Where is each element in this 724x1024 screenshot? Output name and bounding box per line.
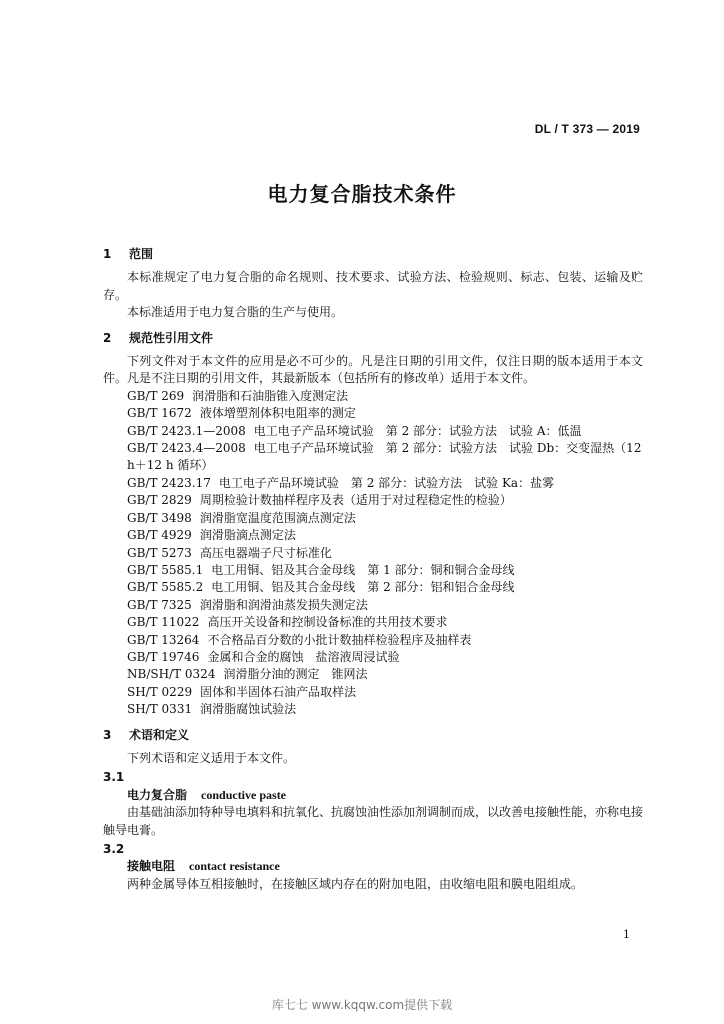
term-name-en: conductive paste: [201, 787, 287, 802]
section-number: 3: [103, 727, 112, 742]
term-number: 3.1: [103, 770, 125, 785]
reference-title: 润滑脂和石油脂锥入度测定法: [192, 388, 349, 403]
reference-title: 电工电子产品环境试验 第 2 部分：试验方法 试验 Db：交变湿热（12 h＋12 h 循环）: [127, 441, 642, 473]
reference-item: [103, 597, 643, 614]
reference-code: GB/T 5585.2: [127, 580, 204, 595]
reference-item: [103, 684, 643, 701]
reference-title: 液体增塑剂体积电阻率的测定: [199, 406, 356, 421]
term-name-en: contact resistance: [189, 859, 280, 874]
term-definition: 两种金属导体互相接触时，在接触区域内存在的附加电阻，由收缩电阻和膜电阻组成。: [127, 876, 584, 891]
reference-code: SH/T 0229: [127, 684, 193, 699]
section-title: 范围: [129, 247, 154, 261]
document-title: 电力复合脂技术条件: [267, 182, 457, 206]
section-heading-refs: [103, 330, 643, 347]
reference-item: [103, 527, 643, 544]
reference-item: [103, 388, 643, 405]
download-watermark: 库七七 www.kqqw.com提供下载: [271, 998, 453, 1012]
reference-code: GB/T 3498: [127, 510, 192, 525]
term-name: [103, 787, 643, 804]
reference-item: [103, 475, 643, 492]
reference-item: [103, 579, 643, 596]
reference-title: 润滑脂腐蚀试验法: [200, 702, 297, 717]
reference-title: 固体和半固体石油产品取样法: [200, 684, 357, 699]
term-name-zh: 电力复合脂: [127, 787, 188, 802]
scope-paragraph-1: 本标准规定了电力复合脂的命名规则、技术要求、试验方法、检验规则、标志、包装、运输及贮存。: [103, 270, 643, 302]
scope-paragraph-2: 本标准适用于电力复合脂的生产与使用。: [127, 305, 344, 320]
term-number: 3.2: [103, 842, 125, 856]
refs-intro: 下列文件对于本文件的应用是必不可少的。凡是注日期的引用文件，仅注日期的版本适用于本文件。凡是不注日期的引用文件，其最新版本（包括所有的修改单）适用于本文件。: [103, 354, 643, 386]
reference-item: [103, 492, 643, 509]
reference-code: GB/T 5585.1: [127, 562, 204, 577]
reference-title: 电工电子产品环境试验 第 2 部分：试验方法 试验 A：低温: [253, 423, 582, 438]
reference-item: [103, 701, 643, 718]
reference-code: GB/T 2423.17: [127, 475, 211, 490]
reference-code: NB/SH/T 0324: [127, 667, 216, 682]
term-name-zh: 接触电阻: [127, 859, 176, 874]
reference-title: 润滑脂和润滑油蒸发损失测定法: [199, 597, 368, 612]
reference-code: GB/T 11022: [127, 615, 200, 630]
reference-code: GB/T 269: [127, 388, 185, 403]
section-heading-terms: [103, 727, 643, 744]
reference-code: GB/T 4929: [127, 528, 192, 543]
reference-item: [103, 405, 643, 422]
reference-code: GB/T 13264: [127, 632, 200, 647]
section-number: 1: [103, 247, 112, 261]
reference-title: 电工用铜、铝及其合金母线 第 2 部分：铝和铝合金母线: [211, 580, 515, 595]
reference-code: GB/T 2423.1—2008: [127, 423, 246, 438]
reference-code: GB/T 1672: [127, 406, 192, 421]
reference-title: 电工用铜、铝及其合金母线 第 1 部分：铜和铜合金母线: [211, 562, 515, 577]
reference-code: GB/T 7325: [127, 597, 192, 612]
reference-item: [103, 440, 643, 475]
page-number: 1: [623, 928, 630, 941]
reference-title: 电工电子产品环境试验 第 2 部分：试验方法 试验 Ka：盐雾: [218, 475, 555, 490]
reference-title: 不合格品百分数的小批计数抽样检验程序及抽样表: [207, 632, 472, 647]
reference-item: [103, 632, 643, 649]
section-heading-scope: [103, 246, 643, 263]
reference-title: 润滑脂宽温度范围滴点测定法: [199, 510, 356, 525]
reference-item: [103, 423, 643, 440]
reference-item: [103, 562, 643, 579]
reference-item: [103, 545, 643, 562]
standard-code: DL / T 373 — 2019: [534, 122, 640, 136]
reference-item: [103, 649, 643, 666]
reference-title: 润滑脂滴点测定法: [199, 528, 296, 543]
reference-title: 高压电器端子尺寸标准化: [199, 545, 332, 560]
reference-item: [103, 510, 643, 527]
term-definition: 由基础油添加特种导电填料和抗氧化、抗腐蚀油性添加剂调制而成，以改善电接触性能，亦称电接触导电膏。: [103, 805, 644, 837]
reference-title: 周期检验计数抽样程序及表（适用于对过程稳定性的检验）: [199, 493, 512, 508]
reference-title: 金属和合金的腐蚀 盐溶液周浸试验: [207, 649, 400, 664]
term-name: [103, 858, 643, 875]
terms-intro: 下列术语和定义适用于本文件。: [127, 750, 296, 765]
reference-code: GB/T 19746: [127, 649, 200, 664]
reference-title: 高压开关设备和控制设备标准的共用技术要求: [207, 615, 448, 630]
document-body: [103, 246, 643, 893]
reference-code: GB/T 5273: [127, 545, 192, 560]
reference-code: GB/T 2423.4—2008: [127, 441, 246, 456]
section-title: 规范性引用文件: [129, 330, 214, 345]
section-number: 2: [103, 330, 112, 345]
reference-code: SH/T 0331: [127, 702, 193, 717]
reference-item: [103, 666, 643, 683]
reference-item: [103, 614, 643, 631]
section-title: 术语和定义: [129, 727, 190, 742]
reference-title: 润滑脂分油的测定 锥网法: [223, 667, 368, 682]
reference-code: GB/T 2829: [127, 493, 192, 508]
